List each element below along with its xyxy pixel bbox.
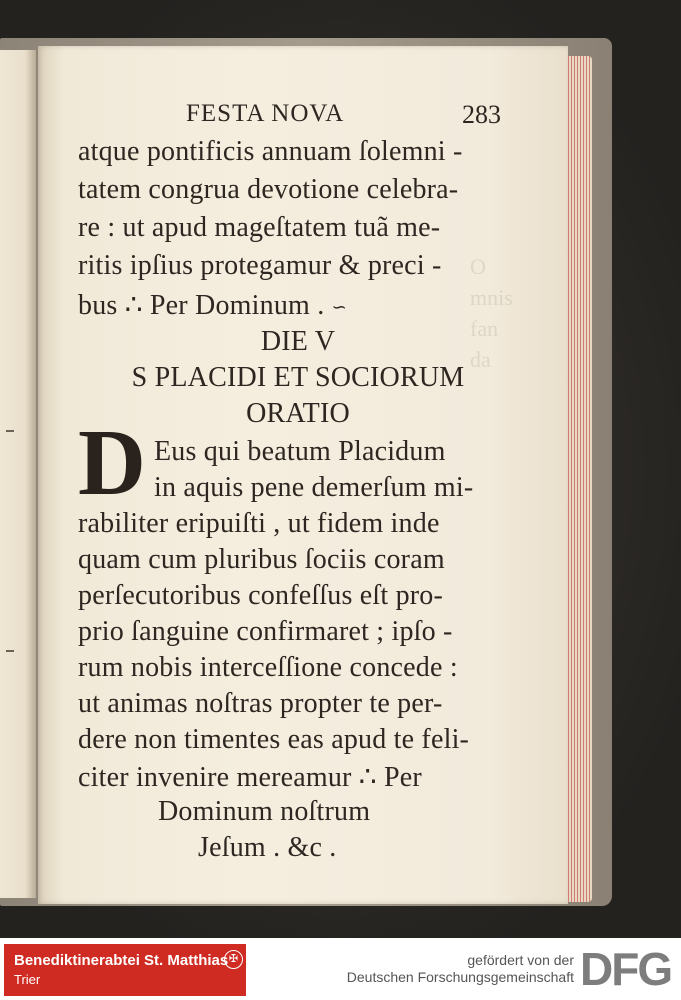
text-line: ut animas noſtras propter te per- [78,688,443,719]
text-line: tatem congrua devotione celebra- [78,174,459,205]
left-facing-page [0,50,36,898]
text-line [78,288,347,322]
institution-badge[interactable] [4,944,246,996]
section-heading-oratio: ORATIO [246,398,350,429]
text-line: quam cum pluribus ſociis coram [78,544,445,575]
abbey-crest-icon: ✠ [224,950,243,969]
page-number: 283 [462,100,501,129]
section-heading-feast: S PLACIDI ET SOCIORUM [131,362,465,393]
text-line: Dominum noſtrum [158,796,371,827]
dfg-logo[interactable]: DFG [580,943,672,995]
text-line: atque pontificis annuam ſolemni - [78,136,463,167]
footer-bar [0,938,681,1000]
text-line: rum nobis interceſſione concede : [78,652,458,683]
text-line: citer invenire mereamur ∴ Per [78,762,422,793]
text-line: ritis ipſius protegamur & preci - [78,250,442,281]
text-line: Jeſum . &c . [198,832,337,863]
left-page-mark [6,650,14,652]
flourish-ornament: ∽ [331,297,347,318]
section-heading-day: DIE V [260,326,336,357]
funding-line-1: gefördert von der [467,952,574,968]
institution-name: Benediktinerabtei St. Matthias [14,952,229,969]
text-line: dere non timentes eas apud te feli- [78,724,470,755]
text-line: prio ſanguine confirmaret ; ipſo - [78,616,453,647]
funding-credit [274,952,574,986]
text-line: Eus qui beatum Placidum [154,436,446,467]
text-line: re : ut apud mageſtatem tuã me- [78,212,441,243]
left-page-mark [6,430,14,432]
funding-line-2: Deutschen Forschungsgemeinschaft [346,969,574,985]
institution-place: Trier [14,972,41,987]
text-line: perſecutoribus confeſſus eſt pro- [78,580,444,611]
text-line-content: bus ∴ Per Dominum . [78,290,325,321]
drop-initial: D [78,411,146,515]
page-header [78,98,518,136]
text-line: rabiliter eripuiſti , ut fidem inde [78,508,440,539]
text-line: in aquis pene demerſum mi- [154,472,474,503]
running-head: FESTA NOVA [186,100,345,127]
